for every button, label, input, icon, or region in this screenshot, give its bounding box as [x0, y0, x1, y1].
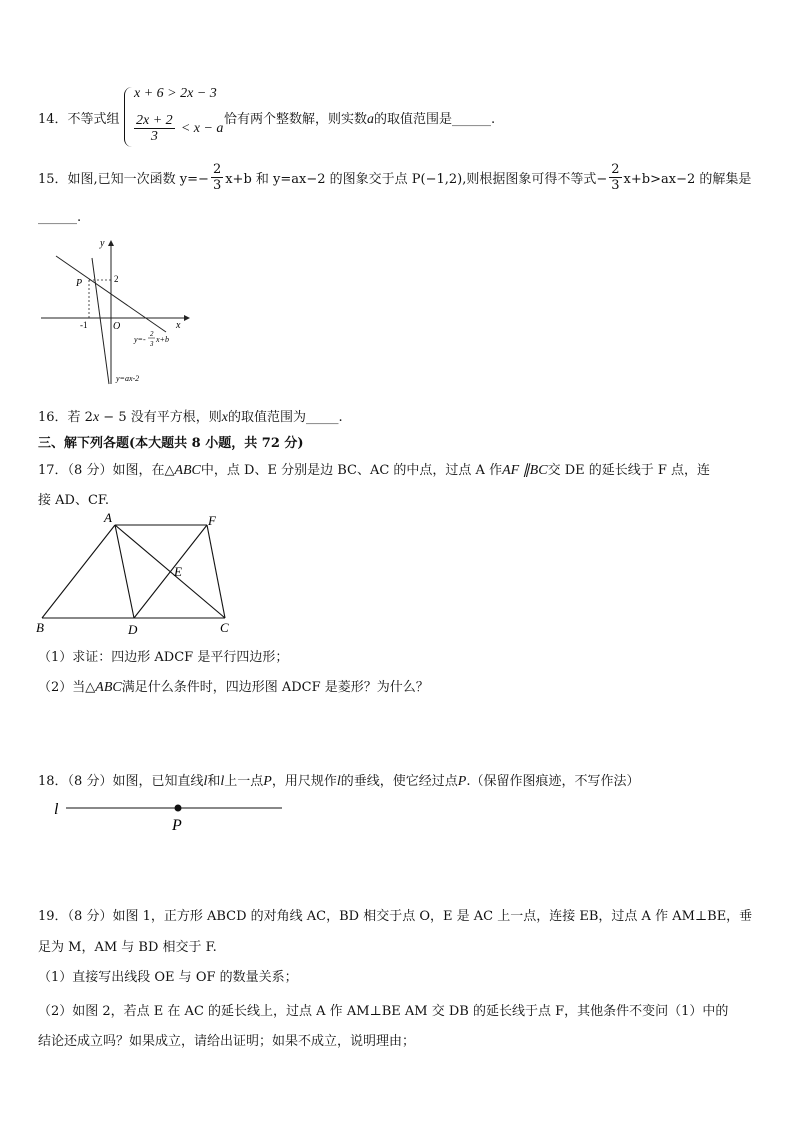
q19-sub1: （1）直接写出线段 OE 与 OF 的数量关系； [38, 970, 298, 985]
q16-text [38, 406, 343, 426]
line1-frac-den: 3 [150, 340, 154, 348]
y-axis-arrow [108, 240, 114, 246]
q18-text-a: 18．（8 分）如图，已知直线 [38, 774, 204, 789]
q17-line1-b: 中，点 D、E 分别是边 BC、AC 的中点，过点 A 作 [200, 463, 503, 478]
q17-line2: 接 AD、CF. [38, 493, 110, 508]
q18-var-p: P [263, 774, 272, 789]
q16-text-c: 的取值范围为_____. [227, 410, 343, 425]
q16-var-x-2: x [221, 410, 228, 425]
q14-suffix-a: 恰有两个整数解，则实数 [224, 112, 368, 127]
q18-text-e: 的垂线，使它经过点 [340, 774, 458, 789]
q17-line1-a: 17．（8 分）如图，在△ [38, 463, 175, 478]
q17-line1-c: 交 DE 的延长线于 F 点，连 [547, 463, 711, 478]
q14-frac-num: 2x + 2 [136, 113, 173, 128]
q15-text [38, 162, 751, 193]
line-y-ax-minus-2 [92, 258, 109, 384]
q17-sub2-triangle: ABC [95, 680, 122, 695]
q17-line1 [38, 459, 710, 479]
label-d: D [128, 622, 138, 637]
q14-fraction [134, 113, 175, 144]
x-axis-arrow [184, 315, 190, 321]
q16-text-b: − 5 没有平方根，则 [99, 410, 222, 425]
q17-sub2-b: 满足什么条件时，四边形图 ADCF 是菱形？为什么？ [121, 680, 429, 695]
q15-part1: 15．如图,已知一次函数 y=− [38, 172, 209, 187]
q19-sub2-line2: 结论还成立吗？如果成立，请给出证明；如果不成立，说明理由； [38, 1034, 416, 1049]
q17-figure [32, 510, 242, 640]
section-3-header: 三、解下列各题(本大题共 8 小题，共 72 分) [38, 436, 304, 451]
q18-text-d: ，用尺规作 [271, 774, 337, 789]
segment-ab [42, 525, 115, 618]
y-axis-label: y [100, 238, 105, 249]
q14-ineq2-rest: < x − a [180, 121, 224, 136]
segment-df [134, 525, 207, 618]
q17-sub2 [38, 676, 429, 696]
q17-af-parallel-bc: AF ∥BC [502, 463, 548, 478]
q19-line1: 19．（8 分）如图 1，正方形 ABCD 的对角线 AC，BD 相交于点 O，E 是 AC 上一点，连接 EB，过点 A 作 AM⊥BE，垂 [38, 909, 753, 924]
q18-text-c: 上一点 [224, 774, 264, 789]
q14-frac-den: 3 [150, 129, 158, 144]
q18-var-p-2: P [457, 774, 467, 789]
tick-neg1-label: -1 [80, 320, 88, 330]
q14-suffix-b: 的取值范围是______. [374, 112, 496, 127]
tick-2-label: 2 [114, 274, 119, 284]
label-a: A [104, 510, 112, 525]
q17-sub2-a: （2）当△ [38, 680, 96, 695]
point-p-label: P [172, 817, 182, 834]
segment-fc [207, 525, 225, 618]
origin-label: O [113, 321, 121, 332]
line1-frac-num: 2 [150, 330, 154, 338]
q15-part2: x+b 和 y=ax−2 的图象交于点 P(−1,2),则根据图象可得不等式− [225, 172, 608, 187]
line-l-label: l [54, 801, 59, 818]
q18-text-b: 和 [207, 774, 221, 789]
q19-sub2-line1: （2）如图 2，若点 E 在 AC 的延长线上，过点 A 作 AM⊥BE AM 交 DB 的延长线于点 F，其他条件不变问（1）中的 [38, 1004, 729, 1019]
point-p [175, 805, 182, 812]
q14-inequality-2 [132, 113, 223, 144]
q15-frac2-den: 3 [611, 178, 620, 193]
q18-var-l: l [203, 774, 208, 789]
line1-label-rest: x+b [156, 335, 169, 344]
q18-figure [50, 796, 290, 836]
label-c: C [220, 620, 229, 635]
q15-blank: ______. [38, 210, 82, 225]
q18-text-f: .（保留作图痕迹，不写作法） [466, 774, 640, 789]
q15-graph [36, 232, 196, 392]
label-e: E [174, 564, 182, 579]
q14-prefix: 14．不等式组 [38, 112, 120, 127]
label-f: F [208, 513, 216, 528]
point-p-label: P [76, 278, 83, 289]
q16-var-x: x [92, 410, 100, 425]
x-axis-label: x [176, 320, 181, 331]
q18-var-l-3: l [336, 774, 341, 789]
q19-line2: 足为 M，AM 与 BD 相交于 F. [38, 940, 217, 955]
q17-triangle-name: ABC [174, 463, 201, 478]
q16-text-a: 16．若 2 [38, 410, 93, 425]
q14-suffix [224, 108, 495, 128]
q15-frac2-num: 2 [611, 162, 620, 177]
line1-label: y=- [134, 335, 146, 344]
q14-var-a: a [367, 112, 375, 127]
q18-var-l-2: l [220, 774, 225, 789]
q15-frac-1 [211, 162, 223, 193]
label-b: B [36, 620, 44, 635]
q15-part3: x+b>ax−2 的解集是 [623, 172, 752, 187]
q17-sub1: （1）求证：四边形 ADCF 是平行四边形； [38, 650, 289, 665]
q15-frac1-den: 3 [212, 178, 222, 193]
q14-inequality-1: x + 6 > 2x − 3 [134, 86, 217, 101]
q15-frac-2 [609, 162, 621, 193]
line2-label: y=ax-2 [116, 374, 140, 383]
q18-text [38, 770, 639, 790]
q15-frac1-num: 2 [212, 162, 222, 177]
